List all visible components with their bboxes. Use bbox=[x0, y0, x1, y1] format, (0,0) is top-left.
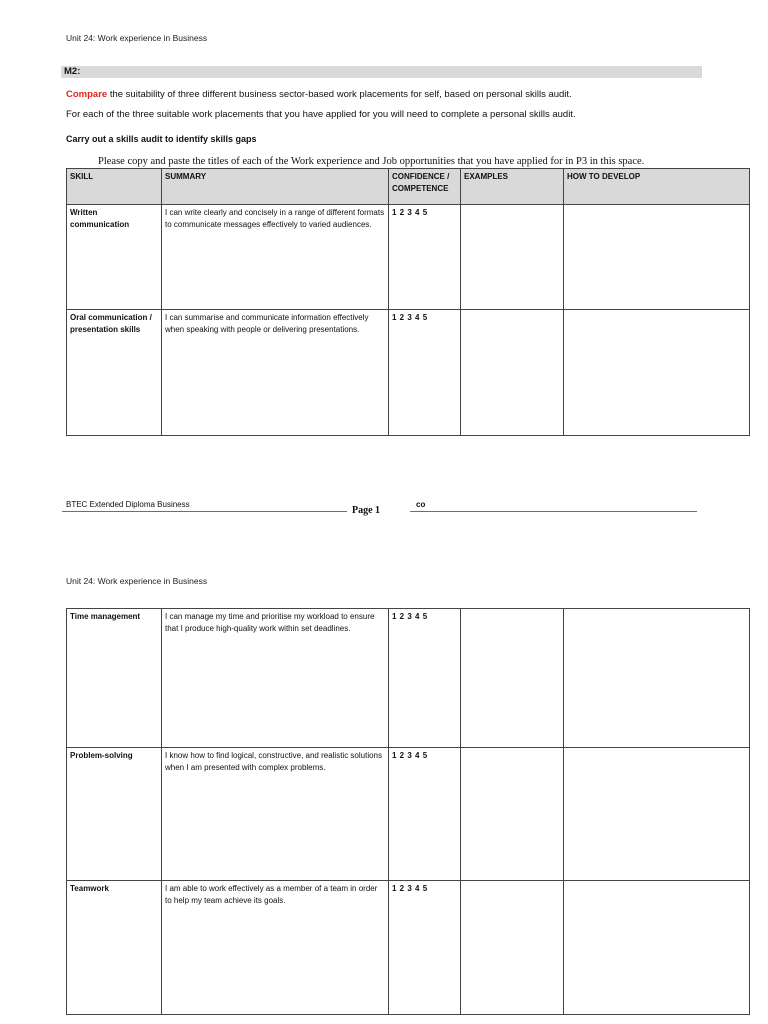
footer-right-text: co bbox=[416, 500, 426, 509]
summary-cell: I can manage my time and prioritise my workload to ensure that I produce high-quality work within set deadlines. bbox=[162, 609, 389, 748]
table-row bbox=[67, 881, 750, 1015]
section-label-m2: M2: bbox=[61, 66, 702, 78]
skills-audit-table-2 bbox=[66, 608, 750, 1015]
header-how-to-develop: HOW TO DEVELOP bbox=[564, 169, 750, 205]
develop-cell[interactable] bbox=[564, 205, 750, 310]
header-summary: SUMMARY bbox=[162, 169, 389, 205]
develop-cell[interactable] bbox=[564, 748, 750, 881]
instruction-text: For each of the three suitable work placements that you have applied for you will need to complete a personal skills audit. bbox=[66, 109, 576, 120]
page-header: Unit 24: Work experience in Business bbox=[66, 33, 208, 43]
skill-cell: Teamwork bbox=[67, 881, 162, 1015]
rating-cell[interactable]: 1 2 3 4 5 bbox=[389, 881, 461, 1015]
examples-cell[interactable] bbox=[461, 748, 564, 881]
page-number: Page 1 bbox=[352, 505, 381, 516]
rating-cell[interactable]: 1 2 3 4 5 bbox=[389, 609, 461, 748]
compare-keyword: Compare bbox=[66, 89, 108, 100]
skill-cell: Time management bbox=[67, 609, 162, 748]
skill-cell: Oral communication / presentation skills bbox=[67, 310, 162, 436]
rating-cell[interactable]: 1 2 3 4 5 bbox=[389, 748, 461, 881]
footer-course: BTEC Extended Diploma Business bbox=[66, 500, 190, 509]
table-row bbox=[67, 748, 750, 881]
examples-cell[interactable] bbox=[461, 310, 564, 436]
skill-cell: Written communication bbox=[67, 205, 162, 310]
footer-line-left bbox=[62, 511, 347, 512]
copy-instruction: Please copy and paste the titles of each of the Work experience and Job opportunities that you have applied for in P3 in this space. bbox=[98, 156, 645, 167]
footer-line-right bbox=[410, 511, 697, 512]
skill-cell: Problem-solving bbox=[67, 748, 162, 881]
summary-cell: I know how to find logical, constructive, and realistic solutions when I am presented with complex problems. bbox=[162, 748, 389, 881]
examples-cell[interactable] bbox=[461, 205, 564, 310]
rating-cell[interactable]: 1 2 3 4 5 bbox=[389, 205, 461, 310]
skills-audit-table-1 bbox=[66, 168, 750, 436]
audit-heading: Carry out a skills audit to identify skills gaps bbox=[66, 134, 257, 144]
criteria-statement bbox=[66, 89, 572, 100]
page-header-2: Unit 24: Work experience in Business bbox=[66, 576, 208, 586]
examples-cell[interactable] bbox=[461, 609, 564, 748]
develop-cell[interactable] bbox=[564, 881, 750, 1015]
table-row bbox=[67, 310, 750, 436]
rating-cell[interactable]: 1 2 3 4 5 bbox=[389, 310, 461, 436]
header-examples: EXAMPLES bbox=[461, 169, 564, 205]
develop-cell[interactable] bbox=[564, 609, 750, 748]
table-row bbox=[67, 205, 750, 310]
header-skill: SKILL bbox=[67, 169, 162, 205]
develop-cell[interactable] bbox=[564, 310, 750, 436]
summary-cell: I can summarise and communicate information effectively when speaking with people or delivering presentations. bbox=[162, 310, 389, 436]
criteria-text: the suitability of three different business sector-based work placements for self, based on personal skills audit. bbox=[107, 89, 572, 100]
examples-cell[interactable] bbox=[461, 881, 564, 1015]
table-header-row bbox=[67, 169, 750, 205]
table-row bbox=[67, 609, 750, 748]
header-confidence: CONFIDENCE / COMPETENCE bbox=[389, 169, 461, 205]
summary-cell: I am able to work effectively as a member of a team in order to help my team achieve its goals. bbox=[162, 881, 389, 1015]
summary-cell: I can write clearly and concisely in a range of different formats to communicate messages effectively to varied audiences. bbox=[162, 205, 389, 310]
